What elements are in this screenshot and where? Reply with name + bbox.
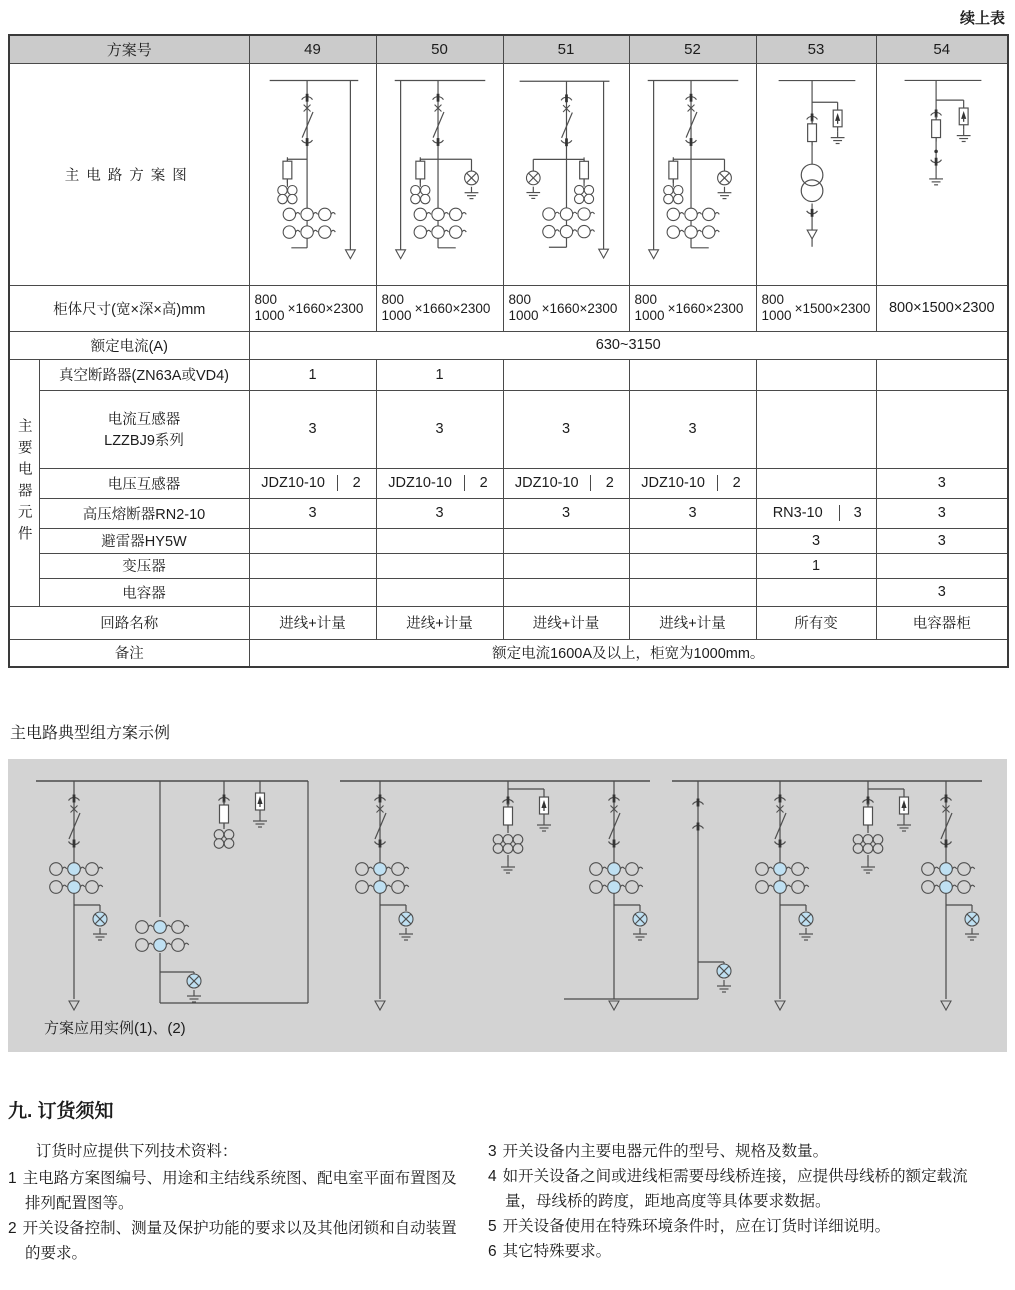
table-cell: 3 xyxy=(629,498,756,528)
table-cell: 1 xyxy=(756,553,876,578)
table-cell: 3 xyxy=(376,390,503,468)
ordering-item-6: 6 其它特殊要求。 xyxy=(488,1243,612,1261)
dimension-cell: 800 1000 ×1660×2300 xyxy=(376,285,503,331)
dimension-cell: 800 1000 ×1500×2300 xyxy=(756,285,876,331)
table-cell: 3 xyxy=(503,390,629,468)
row-label-current-transformer: 电流互感器 LZZBJ9系列 xyxy=(39,390,249,468)
scheme-spec-table xyxy=(8,34,1009,668)
table-cell: 进线+计量 xyxy=(503,606,629,639)
continuation-note: 续上表 xyxy=(959,10,1005,27)
scheme-52-circuit-diagram xyxy=(630,64,755,284)
row-label-breaker: 真空断路器(ZN63A或VD4) xyxy=(39,359,249,390)
table-cell: 电容器柜 xyxy=(876,606,1008,639)
scheme-number-50: 50 xyxy=(376,35,503,63)
table-cell xyxy=(249,553,376,578)
table-cell: 3 xyxy=(756,528,876,553)
table-cell xyxy=(503,553,629,578)
table-cell: 3 xyxy=(876,578,1008,606)
transformer-row xyxy=(9,553,1008,578)
table-cell xyxy=(629,528,756,553)
table-cell-split: JDZ10-10 2 xyxy=(376,468,503,498)
scheme-52-diagram-cell xyxy=(629,63,756,285)
table-cell: 1 xyxy=(249,359,376,390)
dimension-cell: 800 1000 ×1660×2300 xyxy=(629,285,756,331)
table-cell xyxy=(503,578,629,606)
table-cell: 3 xyxy=(876,468,1008,498)
table-cell: 3 xyxy=(876,498,1008,528)
remark-label: 备注 xyxy=(9,639,249,667)
table-cell: 进线+计量 xyxy=(376,606,503,639)
scheme-50-circuit-diagram xyxy=(377,64,502,284)
rated-current-row xyxy=(9,331,1008,359)
voltage-transformer-row xyxy=(9,468,1008,498)
ordering-item-2: 2 开关设备控制、测量及保护功能的要求以及其他闭锁和自动装置的要求。 xyxy=(8,1220,457,1263)
table-cell: 3 xyxy=(629,390,756,468)
table-cell xyxy=(629,553,756,578)
scheme-51-diagram-cell xyxy=(503,63,629,285)
table-cell: 所有变 xyxy=(756,606,876,639)
table-cell-split: RN3-10 3 xyxy=(756,498,876,528)
dimension-cell: 800 1000 ×1660×2300 xyxy=(503,285,629,331)
table-cell: 3 xyxy=(249,498,376,528)
table-cell: 3 xyxy=(249,390,376,468)
dimensions-row xyxy=(9,285,1008,331)
ordering-intro: 订货时应提供下列技术资料： xyxy=(35,1143,238,1160)
table-cell: 3 xyxy=(376,498,503,528)
table-cell xyxy=(376,553,503,578)
table-cell xyxy=(629,359,756,390)
table-cell xyxy=(876,553,1008,578)
scheme-number-52: 52 xyxy=(629,35,756,63)
table-cell xyxy=(756,390,876,468)
arrester-row xyxy=(9,528,1008,553)
header-row xyxy=(9,35,1008,63)
scheme-54-circuit-diagram xyxy=(877,64,1007,284)
row-label-arrester: 避雷器HY5W xyxy=(39,528,249,553)
ordering-item-4: 4 如开关设备之间或进线柜需要母线桥连接，应提供母线桥的额定载流量，母线桥的跨度，距地高度等具体要求数据。 xyxy=(488,1168,968,1211)
table-cell: 进线+计量 xyxy=(249,606,376,639)
table-cell xyxy=(249,528,376,553)
ordering-section xyxy=(8,1096,1007,1267)
table-cell: 3 xyxy=(876,528,1008,553)
table-cell-split: JDZ10-10 2 xyxy=(629,468,756,498)
scheme-53-circuit-diagram xyxy=(757,64,875,284)
table-cell: 进线+计量 xyxy=(629,606,756,639)
table-cell xyxy=(376,578,503,606)
ordering-item-1: 1 主电路方案图编号、用途和主结线系统图、配电室平面布置图及排列配置图等。 xyxy=(8,1170,457,1213)
scheme-50-diagram-cell xyxy=(376,63,503,285)
remark-row xyxy=(9,639,1008,667)
row-label-fuse: 高压熔断器RN2-10 xyxy=(39,498,249,528)
table-cell xyxy=(629,578,756,606)
diagram-row-label: 主电路方案图 xyxy=(9,63,249,285)
table-cell xyxy=(249,578,376,606)
component-group-label: 主要电器元件 xyxy=(9,359,39,606)
example-caption: 方案应用实例(1)、(2) xyxy=(44,1020,186,1037)
example-diagram-panel xyxy=(8,759,1007,1052)
scheme-51-circuit-diagram xyxy=(504,64,628,284)
table-cell: 1 xyxy=(376,359,503,390)
row-label-transformer: 变压器 xyxy=(39,553,249,578)
circuit-name-row xyxy=(9,606,1008,639)
ordering-column-left xyxy=(8,1139,460,1267)
section-title: 主电路典型组方案示例 xyxy=(10,725,171,742)
table-cell xyxy=(756,468,876,498)
circuit-name-label: 回路名称 xyxy=(9,606,249,639)
table-cell-split: JDZ10-10 2 xyxy=(503,468,629,498)
table-cell xyxy=(756,359,876,390)
remark-value: 额定电流1600A及以上，柜宽为1000mm。 xyxy=(249,639,1008,667)
capacitor-row xyxy=(9,578,1008,606)
table-cell-split: JDZ10-10 2 xyxy=(249,468,376,498)
dimension-cell: 800×1500×2300 xyxy=(876,285,1008,331)
table-cell xyxy=(503,528,629,553)
ordering-column-right xyxy=(488,1139,993,1267)
scheme-number-54: 54 xyxy=(876,35,1008,63)
current-transformer-row xyxy=(9,390,1008,468)
scheme-number-51: 51 xyxy=(503,35,629,63)
scheme-54-diagram-cell xyxy=(876,63,1008,285)
table-cell: 3 xyxy=(503,498,629,528)
fuse-row xyxy=(9,498,1008,528)
table-cell xyxy=(376,528,503,553)
ordering-heading: 九. 订货须知 xyxy=(8,1101,114,1122)
breaker-row xyxy=(9,359,1008,390)
scheme-number-53: 53 xyxy=(756,35,876,63)
scheme-53-diagram-cell xyxy=(756,63,876,285)
scheme-number-label: 方案号 xyxy=(9,35,249,63)
rated-current-label: 额定电流(A) xyxy=(9,331,249,359)
scheme-number-49: 49 xyxy=(249,35,376,63)
row-label-capacitor: 电容器 xyxy=(39,578,249,606)
typical-group-scheme-diagram xyxy=(8,767,1007,1015)
table-cell xyxy=(876,359,1008,390)
table-cell xyxy=(876,390,1008,468)
row-label-voltage-transformer: 电压互感器 xyxy=(39,468,249,498)
table-cell xyxy=(756,578,876,606)
dimension-cell: 800 1000 ×1660×2300 xyxy=(249,285,376,331)
rated-current-value: 630~3150 xyxy=(249,331,1008,359)
scheme-49-circuit-diagram xyxy=(250,64,375,284)
ordering-item-5: 5 开关设备使用在特殊环境条件时，应在订货时详细说明。 xyxy=(488,1218,891,1236)
diagram-row xyxy=(9,63,1008,285)
table-cell xyxy=(503,359,629,390)
ordering-item-3: 3 开关设备内主要电器元件的型号、规格及数量。 xyxy=(488,1143,829,1160)
dimensions-label: 柜体尺寸(宽×深×高)mm xyxy=(9,285,249,331)
scheme-49-diagram-cell xyxy=(249,63,376,285)
